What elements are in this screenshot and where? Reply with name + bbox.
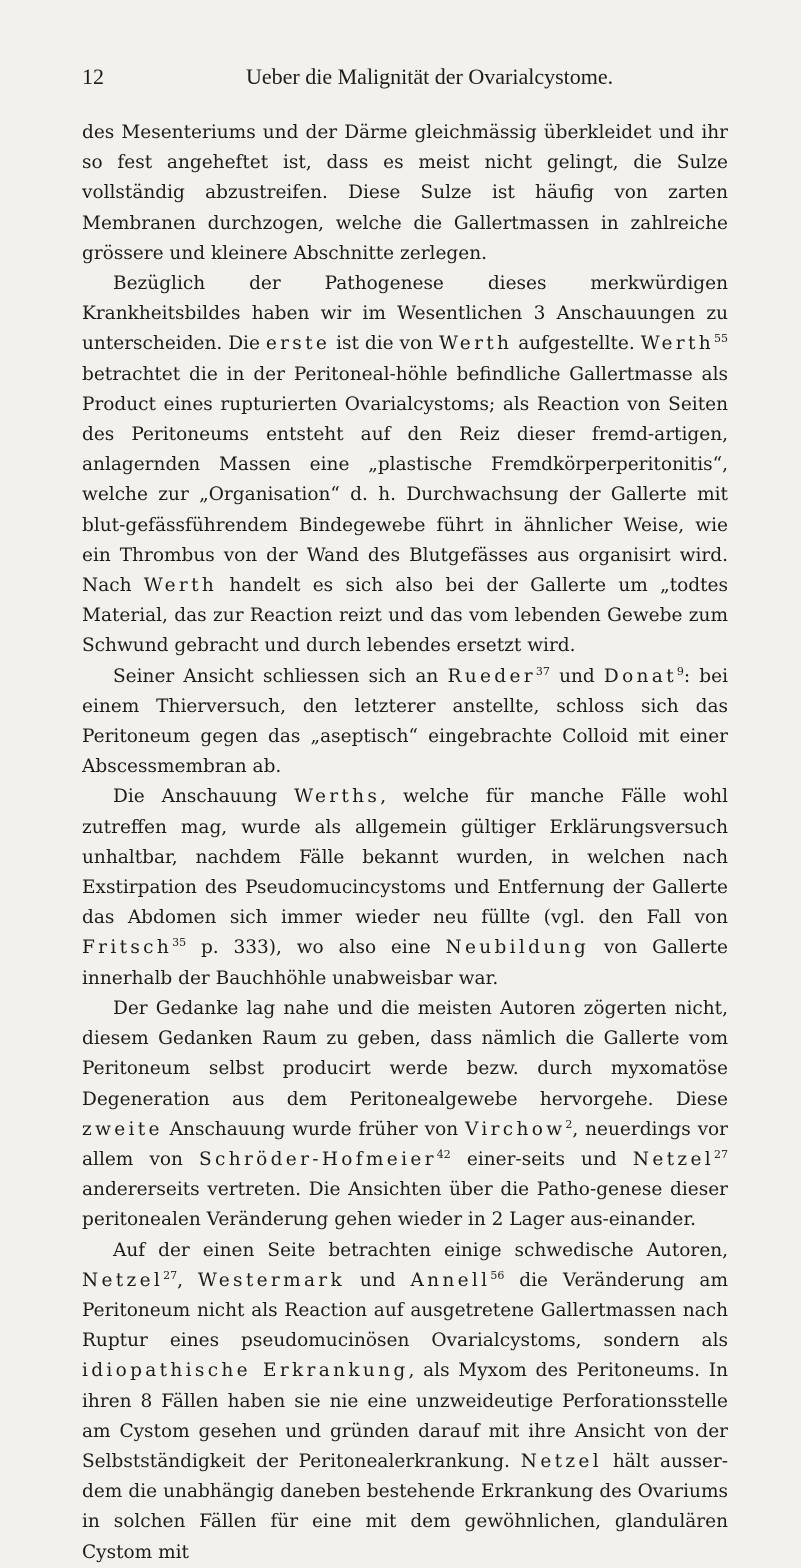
spaced-name: Virchow <box>465 1118 566 1140</box>
spaced-name: Donat <box>603 665 677 687</box>
page-number: 12 <box>82 64 104 89</box>
paragraph <box>82 782 728 993</box>
body-text <box>82 118 728 1568</box>
text-run: , welche für manche Fälle wohl zutreffen mag, wurde als allgemein gültiger Erklärungsversuch unhaltbar, nachdem Fälle bekannt wurden, in welchen nach Exstirpation des Pseudomucincystoms und Entfernung der Gallerte das Abdomen sich immer wieder neu füllte (vgl. den Fall von <box>82 786 728 929</box>
paragraph <box>82 269 728 662</box>
text-run: p. 333), wo also eine <box>186 937 446 959</box>
spaced-name: Annell <box>410 1269 491 1291</box>
spaced-name: Werth <box>640 333 714 355</box>
spaced-name: idiopathische Erkrankung <box>82 1360 409 1382</box>
spaced-name: Rueder <box>447 665 536 687</box>
page-header <box>82 64 722 94</box>
spaced-name: Fritsch <box>82 937 173 959</box>
spaced-name: Westermark <box>197 1269 346 1291</box>
text-run: aufgestellte. <box>512 333 641 355</box>
text-run: handelt es sich also bei der Gallerte um „todtes Material, das zur Reaction reizt und das vom lebenden Gewebe zum Schwund gebracht und durch lebendes ersetzt wird. <box>82 575 729 657</box>
text-run: einer-seits und <box>450 1148 633 1170</box>
text-run: , <box>177 1269 198 1291</box>
text-run: andererseits vertreten. Die Ansichten über die Patho-genese dieser peritonealen Veränderung gehen wieder in 2 Lager aus-einander. <box>82 1179 728 1231</box>
footnote-ref: 42 <box>436 1147 451 1161</box>
spaced-name: erste <box>265 333 331 355</box>
text-run: Bezüglich der Pathogenese dieses merkwürdigen Krankheitsbildes haben wir im Wesentlichen 3 Anschauungen zu unterscheiden. Die <box>82 273 728 355</box>
footnote-ref: 37 <box>535 664 550 678</box>
paragraph <box>82 1236 728 1568</box>
footnote-ref: 27 <box>163 1268 178 1282</box>
text-run: und <box>549 665 604 687</box>
spaced-name: Netzel <box>82 1269 164 1291</box>
spaced-name: Netzel <box>520 1450 602 1472</box>
spaced-name: Schröder-Hofmeier <box>199 1148 437 1170</box>
text-run: : bei einem Thierversuch, den letzterer anstellte, schloss sich das Peritoneum gegen das „aseptisch“ eingebrachte Colloid mit einer Abscessmembran ab. <box>82 665 729 778</box>
footnote-ref: 27 <box>714 1147 728 1161</box>
paragraph <box>82 662 728 783</box>
spaced-name: zweite <box>82 1118 163 1140</box>
spaced-name: Werths <box>294 786 381 808</box>
spaced-name: Netzel <box>632 1148 714 1170</box>
footnote-ref: 56 <box>490 1268 505 1282</box>
text-run: die Veränderung am Peritoneum nicht als Reaction auf ausgetretene Gallertmassen nach Ruptur eines pseudomucinösen Ovarialcystoms, sondern als <box>82 1269 728 1352</box>
text-run: des Mesenteriums und der Därme gleichmässig überkleidet und ihr so fest angeheftet ist, dass es meist nicht gelingt, die Sulze vollständig abzustreifen. Diese Sulze ist häufig von zarten Membranen durchzogen, welche die Gallertmassen in zahlreiche grössere und kleinere Abschnitte zerlegen. <box>82 122 728 264</box>
text-run: , neuerdings vor allem von <box>82 1118 729 1170</box>
footnote-ref: 55 <box>714 332 728 346</box>
paragraph <box>82 118 728 269</box>
footnote-ref: 2 <box>565 1117 573 1131</box>
spaced-name: Werth <box>438 333 513 355</box>
text-run: und <box>345 1269 411 1291</box>
text-run: Anschauung wurde früher von <box>162 1118 466 1140</box>
spaced-name: Werth <box>143 575 218 597</box>
text-run: Der Gedanke lag nahe und die meisten Autoren zögerten nicht, diesem Gedanken Raum zu geben, dass nämlich die Gallerte vom Peritoneum selbst producirt werde bezw. durch myxomatöse Degeneration aus dem Peritonealgewebe hervorgehe. Diese <box>82 997 728 1110</box>
footnote-ref: 35 <box>172 936 187 950</box>
spaced-name: Neubildung <box>445 937 590 959</box>
running-title: Ueber die Malignität der Ovarialcystome. <box>246 64 614 89</box>
text-run: betrachtet die in der Peritoneal-höhle befindliche Gallertmasse als Product eines rupturierten Ovarialcystoms; als Reaction von Seiten des Peritoneums entsteht auf den Reiz dieser fremd-artigen, anlagernden Massen eine „plastische Fremdkörperperitonitis“, welche zur „Organisation“ d. h. Durchwachsung der Gallerte mit blut-gefässführendem Bindegewebe führt in ähnlicher Weise, wie ein Thrombus von der Wand des Blutgefässes aus organisirt wird. Nach <box>82 363 728 597</box>
text-run: hält ausser-dem die unabhängig daneben bestehende Erkrankung des Ovariums in solchen Fällen für eine mit dem gewöhnlichen, glandulären Cystom mit <box>82 1450 728 1563</box>
paragraph <box>82 994 728 1236</box>
text-run: Seiner Ansicht schliessen sich an <box>113 665 448 687</box>
text-run: Die Anschauung <box>113 786 295 808</box>
text-run: Auf der einen Seite betrachten einige schwedische Autoren, <box>113 1239 728 1261</box>
text-run: , als Myxom des Peritoneums. In ihren 8 Fällen haben sie nie eine unzweideutige Perforationsstelle am Cystom gesehen und gründen darauf mit ihre Ansicht von der Selbstständigkeit der Peritonealerkrankung. <box>82 1360 728 1472</box>
text-run: ist die von <box>330 333 439 355</box>
text-run: von Gallerte innerhalb der Bauchhöhle unabweisbar war. <box>82 937 728 989</box>
footnote-ref: 9 <box>676 664 684 678</box>
